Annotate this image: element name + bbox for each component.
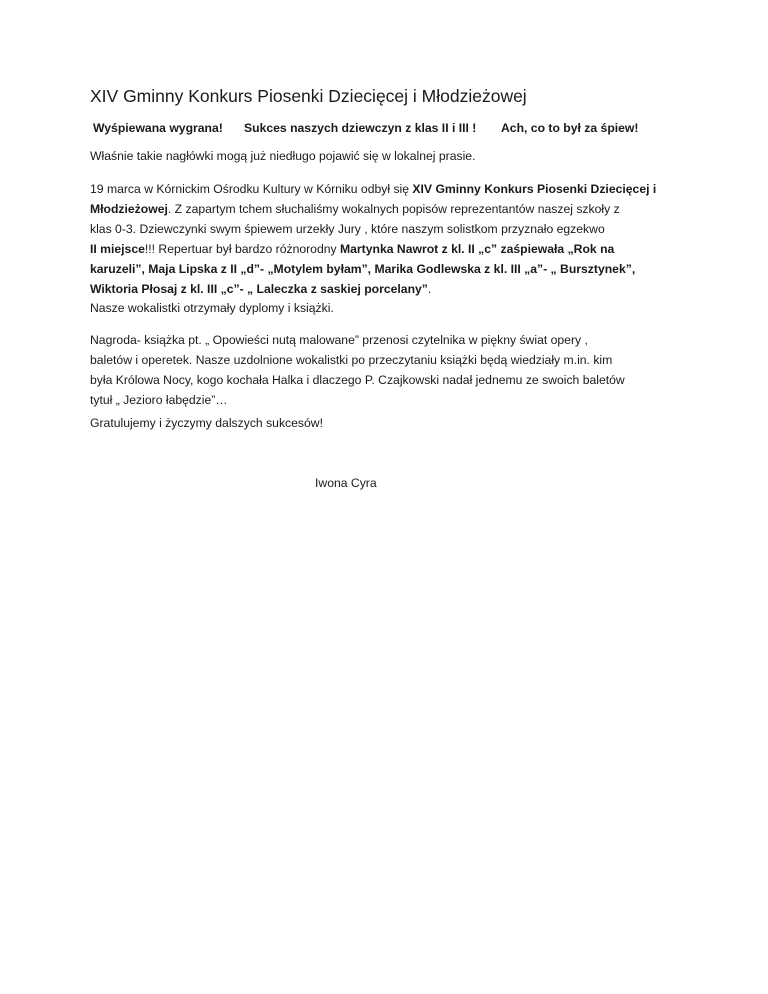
paragraph-awards: Nasze wokalistki otrzymały dyplomy i książki.	[90, 301, 334, 315]
page-title: XIV Gminny Konkurs Piosenki Dziecięcej i Młodzieżowej	[90, 86, 527, 106]
prize-line-3: była Królowa Nocy, kogo kochała Halka i dlaczego P. Czajkowski nadał jednemu ze swoich baletów	[90, 373, 625, 387]
prize-line-2: baletów i operetek. Nasze uzdolnione wokalistki po przeczytaniu książki będą wiedziały m.in. kim	[90, 353, 613, 367]
main-line-3: klas 0-3. Dziewczynki swym śpiewem urzekły Jury , które naszym solistkom przyznało egzekwo	[90, 222, 605, 236]
prize-line-1: Nagroda- książka pt. „ Opowieści nutą malowane” przenosi czytelnika w piękny świat opery ,	[90, 333, 588, 347]
main-line-4: II miejsce!!! Repertuar był bardzo różnorodny Martynka Nawrot z kl. II „c” zaśpiewała „Rok na	[90, 242, 615, 256]
paragraph-prize	[90, 330, 690, 410]
paragraph-intro: Właśnie takie nagłówki mogą już niedługo pojawić się w lokalnej prasie.	[90, 149, 476, 163]
main-line-6: Wiktoria Płosaj z kl. III „c”- „ Laleczka z saskiej porcelany”.	[90, 282, 432, 296]
main-line-2: Młodzieżowej. Z zapartym tchem słuchaliśmy wokalnych popisów reprezentantów naszej szkoły z	[90, 202, 620, 216]
paragraph-main	[90, 179, 690, 299]
headline-3: Ach, co to był za śpiew!	[501, 121, 639, 135]
prize-line-4: tytuł „ Jezioro łabędzie”…	[90, 393, 228, 407]
headline-2: Sukces naszych dziewczyn z klas II i III !	[244, 121, 477, 135]
signature: Iwona Cyra	[315, 476, 377, 490]
main-line-1: 19 marca w Kórnickim Ośrodku Kultury w Kórniku odbył się XIV Gminny Konkurs Piosenki Dziecięcej i	[90, 182, 657, 196]
paragraph-congrats: Gratulujemy i życzymy dalszych sukcesów!	[90, 416, 323, 430]
headline-1: Wyśpiewana wygrana!	[93, 121, 223, 135]
main-line-5: karuzeli”, Maja Lipska z II „d”- „Motylem byłam”, Marika Godlewska z kl. III „a”- „ Bursztynek”,	[90, 262, 636, 276]
